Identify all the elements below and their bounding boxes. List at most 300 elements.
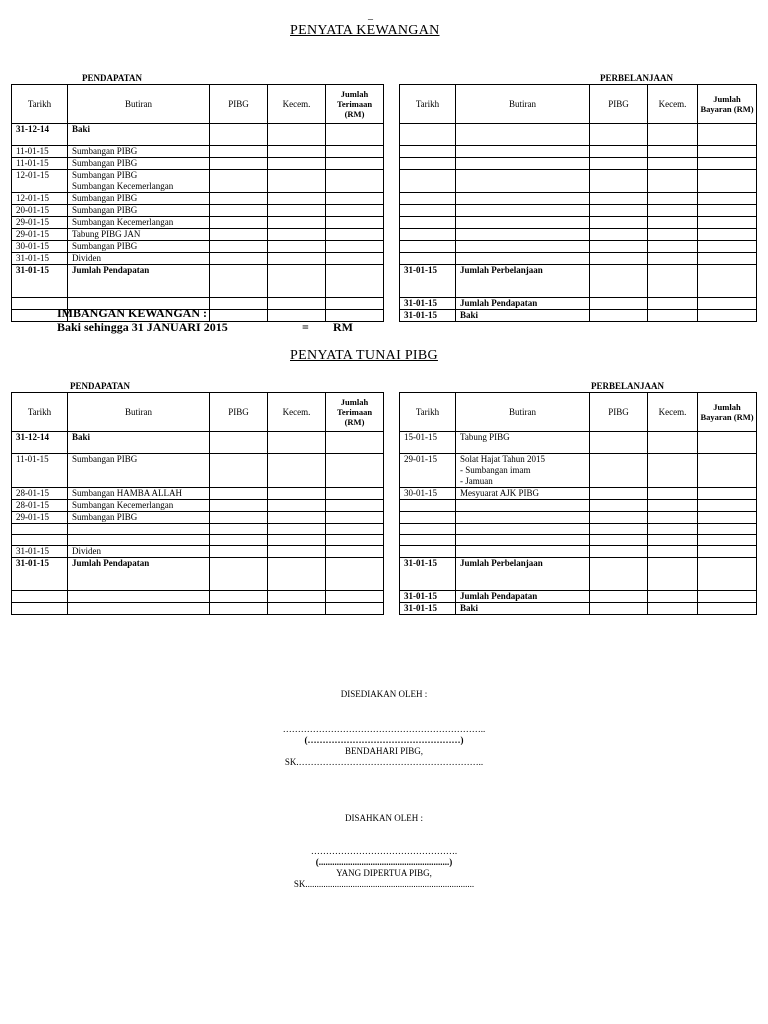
table-row	[12, 454, 757, 488]
table-cell	[698, 591, 757, 603]
table-cell	[268, 500, 326, 512]
table-cell: 31-12-14	[12, 124, 68, 146]
table-cell	[590, 558, 648, 591]
table-cell	[400, 512, 456, 524]
table-cell: 31-01-15	[12, 253, 68, 265]
table-cell: 12-01-15	[12, 193, 68, 205]
table-row	[12, 558, 757, 591]
column-header: PIBG	[210, 85, 268, 124]
table-row	[12, 229, 757, 241]
table-cell: 31-01-15	[400, 558, 456, 591]
table-cell	[400, 158, 456, 170]
column-gap	[384, 124, 400, 146]
table-cell: Sumbangan Kecemerlangan	[68, 217, 210, 229]
table-cell: 11-01-15	[12, 454, 68, 488]
balance-equals: =	[302, 320, 309, 334]
table-cell	[456, 158, 590, 170]
table-cell	[268, 158, 326, 170]
table-cell	[326, 265, 384, 298]
table-cell	[268, 591, 326, 603]
column-header: Kecem.	[648, 85, 698, 124]
table-cell	[590, 124, 648, 146]
table-cell	[68, 535, 210, 546]
table-cell	[648, 170, 698, 193]
table-cell: 31-12-14	[12, 432, 68, 454]
column-gap	[384, 241, 400, 253]
table-cell	[210, 265, 268, 298]
column-gap	[384, 500, 400, 512]
table-cell	[326, 603, 384, 615]
table-cell: Baki	[456, 310, 590, 322]
table-cell: 11-01-15	[12, 158, 68, 170]
table-cell: Mesyuarat AJK PIBG	[456, 488, 590, 500]
column-gap	[384, 454, 400, 488]
table-cell	[698, 124, 757, 146]
table-cell	[400, 217, 456, 229]
column-header: Jumlah Terimaan (RM)	[326, 85, 384, 124]
column-gap	[384, 546, 400, 558]
column-gap	[384, 158, 400, 170]
table-cell	[648, 591, 698, 603]
table-cell	[648, 454, 698, 488]
prepared-name-line: (……………………………………………)	[304, 735, 464, 745]
table-cell	[268, 205, 326, 217]
table-cell: Sumbangan PIBG	[68, 193, 210, 205]
table-cell	[326, 558, 384, 591]
table-row	[12, 488, 757, 500]
table-cell	[590, 535, 648, 546]
table-cell	[12, 603, 68, 615]
table-cell	[268, 241, 326, 253]
table-cell	[326, 158, 384, 170]
table-cell	[456, 229, 590, 241]
table-cell	[456, 217, 590, 229]
column-gap	[384, 298, 400, 310]
table-cell	[268, 298, 326, 310]
column-header: PIBG	[210, 393, 268, 432]
table-cell	[648, 500, 698, 512]
table-cell: 31-01-15	[12, 265, 68, 298]
table-cell	[268, 454, 326, 488]
table-cell	[68, 603, 210, 615]
table-cell	[326, 524, 384, 535]
table-cell: 31-01-15	[400, 591, 456, 603]
table-cell	[590, 253, 648, 265]
table-row	[12, 193, 757, 205]
table-cell	[326, 124, 384, 146]
table-cell	[456, 205, 590, 217]
table-cell	[698, 146, 757, 158]
table-cell	[326, 217, 384, 229]
table-cell	[648, 558, 698, 591]
table-row	[12, 170, 757, 193]
statement2-income-label: PENDAPATAN	[70, 381, 130, 391]
treasurer-sk-line: SK.……………………………………………………..	[284, 757, 484, 767]
table-cell	[698, 546, 757, 558]
table-cell: 20-01-15	[12, 205, 68, 217]
table-cell	[698, 524, 757, 535]
table-cell	[268, 229, 326, 241]
table-cell: Baki	[68, 124, 210, 146]
table-cell	[648, 265, 698, 298]
chairman-title: YANG DIPERTUA PIBG,	[336, 868, 432, 878]
table-row	[12, 158, 757, 170]
table-cell	[456, 253, 590, 265]
table-cell	[210, 535, 268, 546]
table-cell	[400, 229, 456, 241]
column-gap	[384, 603, 400, 615]
table-cell	[590, 310, 648, 322]
approved-name-line: (..........................................................)	[315, 857, 453, 867]
table-cell: 31-01-15	[12, 558, 68, 591]
table-cell	[326, 229, 384, 241]
table-cell	[326, 591, 384, 603]
table-cell: 11-01-15	[12, 146, 68, 158]
table-row	[12, 524, 757, 535]
statement1-expense-label: PERBELANJAAN	[600, 73, 674, 83]
table-cell	[326, 298, 384, 310]
prepared-dots: …………………………………………………………..	[282, 724, 486, 734]
column-gap	[384, 488, 400, 500]
column-gap	[384, 310, 400, 322]
table-cell: Jumlah Pendapatan	[68, 558, 210, 591]
column-gap	[384, 393, 400, 432]
table-cell	[648, 124, 698, 146]
balance-label: IMBANGAN KEWANGAN :	[57, 306, 207, 320]
table-cell	[648, 488, 698, 500]
column-header: Tarikh	[12, 393, 68, 432]
prepared-by-label: DISEDIAKAN OLEH :	[340, 689, 428, 699]
table-cell	[210, 454, 268, 488]
table-cell: 29-01-15	[12, 512, 68, 524]
column-gap	[384, 432, 400, 454]
table-row	[12, 512, 757, 524]
table-cell	[456, 535, 590, 546]
statement1-table	[11, 84, 757, 322]
table-cell	[400, 546, 456, 558]
table-row	[12, 432, 757, 454]
column-gap	[384, 253, 400, 265]
table-cell	[590, 217, 648, 229]
approved-by-label: DISAHKAN OLEH :	[345, 813, 423, 823]
table-cell: 29-01-15	[400, 454, 456, 488]
table-cell: Sumbangan PIBG	[68, 512, 210, 524]
column-header: Jumlah Bayaran (RM)	[698, 393, 757, 432]
table-cell	[698, 310, 757, 322]
table-cell	[698, 512, 757, 524]
table-cell	[648, 253, 698, 265]
table-cell	[268, 558, 326, 591]
table-cell	[268, 217, 326, 229]
balance-currency: RM	[333, 320, 353, 334]
table-cell	[648, 217, 698, 229]
table-cell	[590, 170, 648, 193]
table-cell: Jumlah Pendapatan	[456, 298, 590, 310]
table-cell	[698, 454, 757, 488]
table-cell	[400, 146, 456, 158]
table-cell: Baki	[68, 432, 210, 454]
cell-line: Solat Hajat Tahun 2015	[460, 454, 545, 464]
table-cell	[648, 512, 698, 524]
table-cell	[268, 524, 326, 535]
table-cell	[456, 546, 590, 558]
table-cell	[590, 146, 648, 158]
table-cell	[210, 524, 268, 535]
table-cell	[456, 524, 590, 535]
column-gap	[384, 524, 400, 535]
table-cell	[698, 229, 757, 241]
column-gap	[384, 265, 400, 298]
table-cell	[648, 310, 698, 322]
table-cell	[210, 124, 268, 146]
column-header: Jumlah Bayaran (RM)	[698, 85, 757, 124]
table-cell	[456, 170, 590, 193]
table-cell	[456, 512, 590, 524]
table-cell	[590, 241, 648, 253]
cell-line: - Sumbangan imam	[460, 465, 531, 475]
table-cell: Dividen	[68, 253, 210, 265]
table-cell	[326, 488, 384, 500]
chairman-sk-line: SK...........................................................................	[293, 879, 475, 889]
table-cell: Sumbangan PIBG	[68, 158, 210, 170]
table-cell	[698, 603, 757, 615]
table-cell: 31-01-15	[400, 310, 456, 322]
table-cell	[326, 546, 384, 558]
table-cell	[648, 603, 698, 615]
table-cell	[590, 524, 648, 535]
table-cell	[268, 124, 326, 146]
table-cell	[326, 500, 384, 512]
table-cell	[326, 205, 384, 217]
statement2-expense-label: PERBELANJAAN	[591, 381, 665, 391]
table-cell	[590, 546, 648, 558]
table-cell	[68, 591, 210, 603]
table-cell	[698, 500, 757, 512]
table-cell	[326, 454, 384, 488]
table-cell	[68, 170, 210, 193]
table-cell	[400, 205, 456, 217]
table-cell	[698, 298, 757, 310]
table-cell	[268, 603, 326, 615]
table-cell	[648, 546, 698, 558]
table-cell	[456, 241, 590, 253]
table-row	[12, 535, 757, 546]
table-cell	[268, 253, 326, 265]
column-header: PIBG	[590, 85, 648, 124]
table-cell	[698, 158, 757, 170]
table-cell	[400, 535, 456, 546]
table-cell	[210, 603, 268, 615]
table-row	[12, 546, 757, 558]
table-cell	[698, 432, 757, 454]
table-cell	[268, 546, 326, 558]
table-cell	[648, 298, 698, 310]
table-cell: Jumlah Pendapatan	[68, 265, 210, 298]
column-gap	[384, 205, 400, 217]
table-cell	[590, 432, 648, 454]
table-row	[12, 124, 757, 146]
table-cell	[648, 535, 698, 546]
statement1-income-label: PENDAPATAN	[82, 73, 142, 83]
column-gap	[384, 558, 400, 591]
table-cell	[268, 535, 326, 546]
table-cell	[268, 193, 326, 205]
table-cell	[210, 170, 268, 193]
table-cell	[456, 454, 590, 488]
column-header: Kecem.	[268, 393, 326, 432]
column-header: Butiran	[456, 393, 590, 432]
table-cell	[456, 500, 590, 512]
table-cell	[268, 146, 326, 158]
table-cell	[590, 193, 648, 205]
table-cell: Tabung PIBG JAN	[68, 229, 210, 241]
header-mark: _	[368, 10, 373, 21]
table-cell	[268, 432, 326, 454]
table-cell	[210, 591, 268, 603]
table-cell	[648, 146, 698, 158]
table-cell: 28-01-15	[12, 488, 68, 500]
table-cell	[210, 500, 268, 512]
table-cell	[210, 253, 268, 265]
table-cell: 29-01-15	[12, 217, 68, 229]
column-gap	[384, 85, 400, 124]
table-cell	[698, 193, 757, 205]
table-cell	[268, 310, 326, 322]
table-cell	[268, 512, 326, 524]
table-cell	[698, 170, 757, 193]
table-cell	[326, 193, 384, 205]
balance-line: Baki sehingga 31 JANUARI 2015	[57, 320, 228, 334]
table-cell	[648, 158, 698, 170]
statement1-title: PENYATA KEWANGAN	[290, 23, 440, 38]
table-cell	[456, 146, 590, 158]
table-cell: 30-01-15	[400, 488, 456, 500]
table-row	[12, 253, 757, 265]
cell-line: Sumbangan Kecemerlangan	[72, 181, 174, 191]
table-row	[12, 146, 757, 158]
table-cell: Jumlah Perbelanjaan	[456, 558, 590, 591]
table-cell	[210, 512, 268, 524]
column-gap	[384, 229, 400, 241]
table-cell	[698, 558, 757, 591]
column-header: Butiran	[68, 393, 210, 432]
table-cell	[210, 432, 268, 454]
cell-line: Sumbangan PIBG	[72, 170, 138, 180]
table-cell	[326, 170, 384, 193]
column-header: Butiran	[68, 85, 210, 124]
table-cell: Tabung PIBG	[456, 432, 590, 454]
table-cell	[698, 253, 757, 265]
column-gap	[384, 591, 400, 603]
table-cell	[210, 298, 268, 310]
table-cell: Sumbangan PIBG	[68, 241, 210, 253]
table-row	[12, 500, 757, 512]
table-cell: Baki	[456, 603, 590, 615]
column-header: Butiran	[456, 85, 590, 124]
table-cell	[648, 205, 698, 217]
table-cell: 31-01-15	[400, 265, 456, 298]
column-header: Tarikh	[400, 85, 456, 124]
table-cell	[210, 205, 268, 217]
table-cell	[268, 265, 326, 298]
table-header-row	[12, 85, 757, 124]
table-cell	[590, 265, 648, 298]
table-cell: Dividen	[68, 546, 210, 558]
table-cell: 12-01-15	[12, 170, 68, 193]
table-cell: 15-01-15	[400, 432, 456, 454]
table-cell: Sumbangan HAMBA ALLAH	[68, 488, 210, 500]
table-cell: Sumbangan PIBG	[68, 205, 210, 217]
table-cell	[648, 524, 698, 535]
table-cell	[400, 241, 456, 253]
table-row	[12, 217, 757, 229]
table-cell	[326, 535, 384, 546]
table-cell	[400, 170, 456, 193]
statement2-table	[11, 392, 757, 615]
table-cell	[400, 253, 456, 265]
table-cell	[210, 488, 268, 500]
column-header: Tarikh	[12, 85, 68, 124]
table-cell: Sumbangan PIBG	[68, 454, 210, 488]
table-cell	[590, 298, 648, 310]
column-header: Tarikh	[400, 393, 456, 432]
table-cell	[698, 217, 757, 229]
table-cell	[210, 193, 268, 205]
table-cell	[456, 124, 590, 146]
table-cell	[12, 524, 68, 535]
table-cell	[590, 500, 648, 512]
table-cell: Jumlah Perbelanjaan	[456, 265, 590, 298]
table-cell	[326, 241, 384, 253]
table-cell	[590, 158, 648, 170]
table-cell	[648, 229, 698, 241]
table-cell	[12, 591, 68, 603]
treasurer-title: BENDAHARI PIBG,	[344, 746, 423, 756]
table-cell	[210, 217, 268, 229]
table-cell	[590, 603, 648, 615]
table-row	[12, 265, 757, 298]
table-cell	[400, 193, 456, 205]
column-header: Kecem.	[648, 393, 698, 432]
table-cell	[326, 432, 384, 454]
table-cell: Sumbangan PIBG	[68, 146, 210, 158]
table-cell	[698, 241, 757, 253]
statement2-title: PENYATA TUNAI PIBG	[290, 348, 438, 363]
table-cell	[698, 488, 757, 500]
table-cell	[210, 546, 268, 558]
table-cell	[400, 500, 456, 512]
table-cell	[648, 193, 698, 205]
table-cell: 30-01-15	[12, 241, 68, 253]
column-gap	[384, 512, 400, 524]
table-cell	[326, 253, 384, 265]
table-row	[12, 205, 757, 217]
table-cell	[590, 488, 648, 500]
column-gap	[384, 535, 400, 546]
cell-line: - Jamuan	[460, 476, 493, 486]
table-cell	[456, 193, 590, 205]
table-cell	[590, 205, 648, 217]
table-cell: Jumlah Pendapatan	[456, 591, 590, 603]
table-cell	[268, 170, 326, 193]
table-cell	[648, 432, 698, 454]
table-cell: 28-01-15	[12, 500, 68, 512]
table-cell	[400, 124, 456, 146]
table-cell	[210, 558, 268, 591]
approved-dots: ………………………………………….	[310, 846, 458, 856]
table-cell: 31-01-15	[12, 546, 68, 558]
column-gap	[384, 217, 400, 229]
